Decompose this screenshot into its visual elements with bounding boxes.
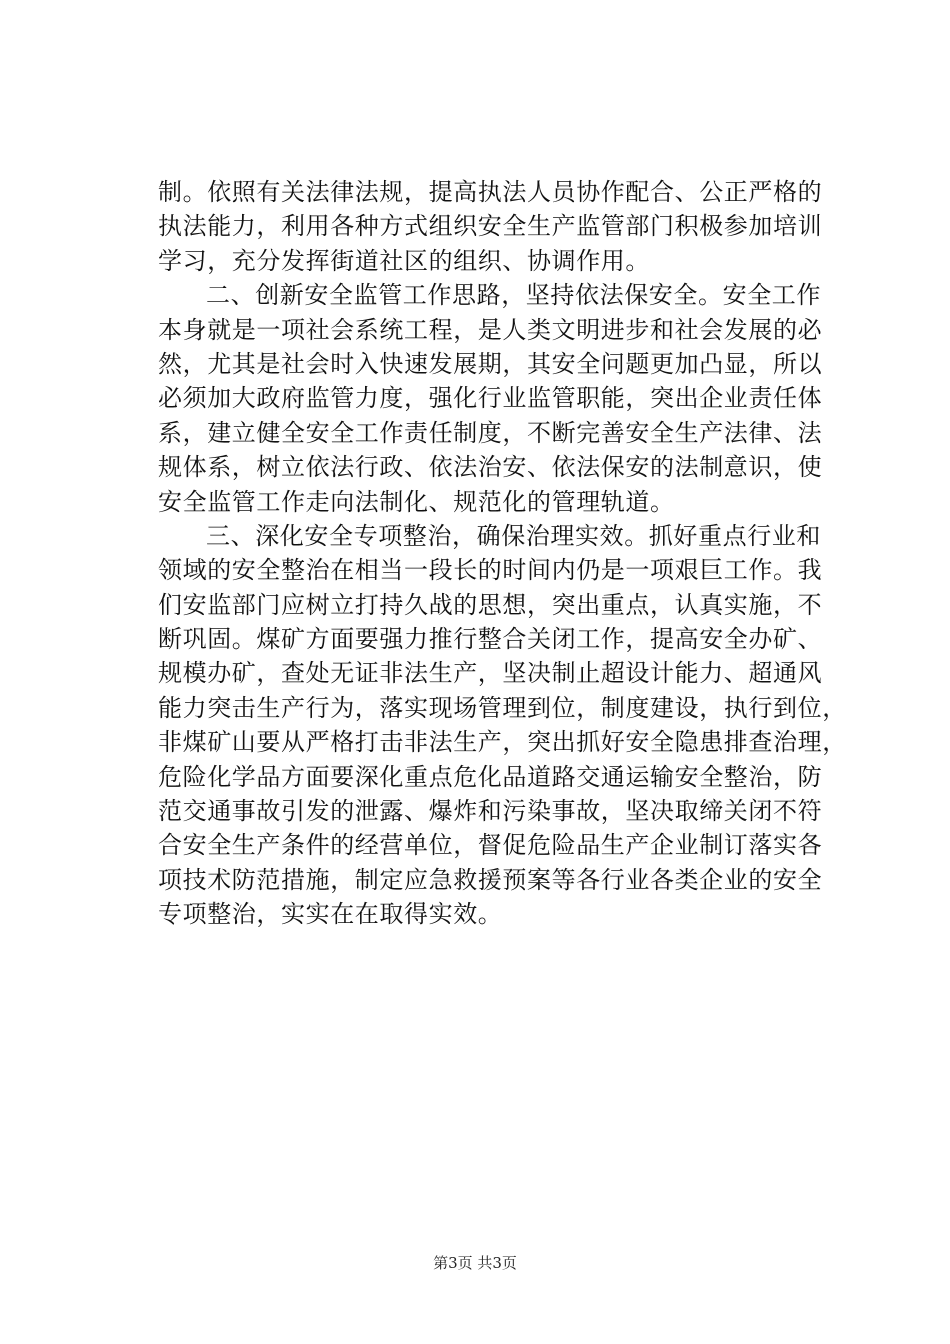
text-line: 范交通事故引发的泄露、爆炸和污染事故，坚决取缔关闭不符 (158, 797, 823, 826)
text-line: 危险化学品方面要深化重点危化品道路交通运输安全整治，防 (158, 762, 823, 791)
text-line: 非煤矿山要从严格打击非法生产，突出抓好安全隐患排查治理， (158, 728, 847, 757)
text-line: 本身就是一项社会系统工程，是人类文明进步和社会发展的必 (158, 315, 823, 344)
text-line: 系，建立健全安全工作责任制度，不断完善安全生产法律、法 (158, 418, 823, 447)
document-body (158, 175, 847, 932)
page-number-footer: 第3页 共3页 (433, 1254, 517, 1272)
text-line: 必须加大政府监管力度，强化行业监管职能，突出企业责任体 (158, 384, 823, 413)
text-line: 规模办矿，查处无证非法生产，坚决制止超设计能力、超通风 (158, 659, 823, 688)
text-line: 规体系，树立依法行政、依法治安、依法保安的法制意识，使 (158, 453, 823, 482)
text-line: 合安全生产条件的经营单位，督促危险品生产企业制订落实各 (158, 831, 823, 860)
text-line: 专项整治，实实在在取得实效。 (158, 900, 503, 929)
paragraph-2-first-line: 二、创新安全监管工作思路，坚持依法保安全。安全工作 (206, 281, 821, 310)
text-line: 安全监管工作走向法制化、规范化的管理轨道。 (158, 487, 675, 516)
text-line: 们安监部门应树立打持久战的思想，突出重点，认真实施，不 (158, 590, 823, 619)
text-line: 然，尤其是社会时入快速发展期，其安全问题更加凸显，所以 (158, 349, 823, 378)
text-line: 学习，充分发挥街道社区的组织、协调作用。 (158, 246, 650, 275)
text-line: 项技术防范措施，制定应急救援预案等各行业各类企业的安全 (158, 865, 823, 894)
paragraph-3-first-line: 三、深化安全专项整治，确保治理实效。抓好重点行业和 (206, 521, 821, 550)
text-line: 能力突击生产行为，落实现场管理到位，制度建设，执行到位， (158, 693, 847, 722)
text-line: 执法能力，利用各种方式组织安全生产监管部门积极参加培训 (158, 212, 823, 241)
text-line: 制。依照有关法律法规，提高执法人员协作配合、公正严格的 (158, 178, 823, 206)
text-line: 断巩固。煤矿方面要强力推行整合关闭工作，提高安全办矿、 (158, 625, 823, 654)
text-line: 领域的安全整治在相当一段长的时间内仍是一项艰巨工作。我 (158, 556, 823, 585)
